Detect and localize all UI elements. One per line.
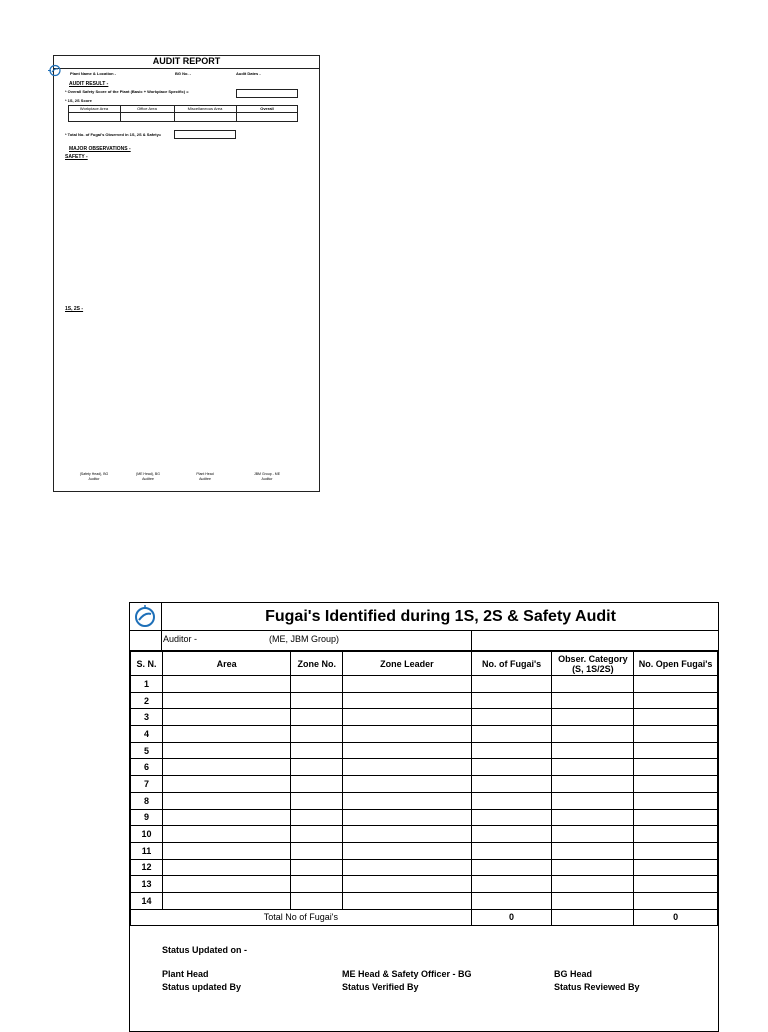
table-row xyxy=(131,692,718,709)
row-number: 4 xyxy=(131,726,163,743)
table-cell xyxy=(552,876,634,893)
table-row xyxy=(131,709,718,726)
table-cell xyxy=(634,876,718,893)
jbm-logo-icon xyxy=(130,603,160,629)
table-row xyxy=(131,809,718,826)
fugai-total-box xyxy=(174,130,236,139)
table-row xyxy=(131,842,718,859)
jbm-logo-icon xyxy=(48,64,62,77)
major-observations-heading: MAJOR OBSERVATIONS - xyxy=(69,146,131,152)
table-cell xyxy=(471,842,552,859)
table-cell xyxy=(162,859,290,876)
table-cell xyxy=(634,676,718,693)
col-header-open-fugai: No. Open Fugai's xyxy=(634,652,718,676)
table-cell xyxy=(471,859,552,876)
row-number: 11 xyxy=(131,842,163,859)
table-cell xyxy=(291,676,343,693)
fugai-total-label: * Total No. of Fugai's Observed in 1S, 2S & Safety= xyxy=(65,132,162,137)
auditor-row xyxy=(162,631,472,651)
plant-name-label: Plant Name & Location - xyxy=(70,71,117,76)
table-cell xyxy=(634,726,718,743)
table-cell xyxy=(634,692,718,709)
total-fugai-value: 0 xyxy=(471,909,552,925)
signoff-action: Status updated By xyxy=(162,982,242,992)
score-col-misc: Miscellaneous Area xyxy=(187,106,223,111)
table-cell xyxy=(291,709,343,726)
table-cell xyxy=(162,892,290,909)
row-number: 6 xyxy=(131,759,163,776)
table-cell xyxy=(291,742,343,759)
signature-role: (ME Head), BG xyxy=(136,472,160,476)
signature-block xyxy=(185,472,225,482)
table-row xyxy=(131,742,718,759)
auditor-row-right xyxy=(472,631,719,651)
table-row xyxy=(131,776,718,793)
total-label: Total No of Fugai's xyxy=(131,909,472,925)
table-cell xyxy=(291,892,343,909)
table-cell xyxy=(162,842,290,859)
audit-dates-label: Audit Dates - xyxy=(236,71,261,76)
score-col-workplace: Workplace Area xyxy=(79,106,109,111)
table-row xyxy=(131,876,718,893)
table-cell xyxy=(634,709,718,726)
table-cell xyxy=(471,809,552,826)
table-cell xyxy=(471,742,552,759)
table-row xyxy=(131,826,718,843)
auditor-group: (ME, JBM Group) xyxy=(269,634,340,644)
col-header-no-fugai: No. of Fugai's xyxy=(471,652,552,676)
table-cell xyxy=(552,776,634,793)
table-cell xyxy=(471,759,552,776)
col-header-zone-no: Zone No. xyxy=(291,652,343,676)
row-number: 1 xyxy=(131,676,163,693)
table-cell xyxy=(552,676,634,693)
table-cell xyxy=(343,809,472,826)
audit-report-page xyxy=(53,55,320,492)
col-header-category: Obser. Category (S, 1S/2S) xyxy=(552,652,634,676)
row-number: 3 xyxy=(131,709,163,726)
signoff-role: BG Head xyxy=(554,969,593,979)
page-title: Fugai's Identified during 1S, 2S & Safety Audit xyxy=(162,603,719,631)
table-cell xyxy=(471,826,552,843)
signoff-action: Status Verified By xyxy=(342,982,419,992)
table-cell xyxy=(343,842,472,859)
table-cell xyxy=(162,692,290,709)
table-cell xyxy=(291,809,343,826)
table-cell xyxy=(552,759,634,776)
table-cell xyxy=(634,792,718,809)
table-cell xyxy=(162,726,290,743)
bg-number-label: BG No. - xyxy=(175,71,191,76)
table-cell xyxy=(552,826,634,843)
table-cell xyxy=(291,826,343,843)
total-open-value: 0 xyxy=(634,909,718,925)
table-cell xyxy=(162,709,290,726)
table-row xyxy=(131,892,718,909)
auditor-label: Auditor - xyxy=(163,634,198,644)
table-cell xyxy=(552,842,634,859)
signature-title: Auditee xyxy=(199,477,211,481)
fugai-table xyxy=(130,651,718,926)
table-cell xyxy=(291,776,343,793)
table-cell xyxy=(162,809,290,826)
table-cell xyxy=(552,709,634,726)
table-cell xyxy=(471,892,552,909)
signoff-role: ME Head & Safety Officer - BG xyxy=(342,969,472,979)
table-cell xyxy=(343,742,472,759)
status-updated-on-label: Status Updated on - xyxy=(162,945,247,955)
table-cell xyxy=(471,676,552,693)
table-cell xyxy=(471,692,552,709)
table-cell xyxy=(552,726,634,743)
safety-label: SAFETY - xyxy=(65,154,88,160)
overall-score-label: * Overall Safety Score of the Plant (Basic + Workplace Specific) = xyxy=(65,89,189,94)
table-cell xyxy=(162,792,290,809)
table-cell xyxy=(471,726,552,743)
table-cell xyxy=(634,859,718,876)
table-row xyxy=(131,759,718,776)
table-cell xyxy=(552,892,634,909)
row-number: 5 xyxy=(131,742,163,759)
score-label: * 1S, 2S Score xyxy=(65,98,92,103)
table-row xyxy=(131,726,718,743)
row-number: 10 xyxy=(131,826,163,843)
s12-label: 1S, 2S - xyxy=(65,306,84,312)
total-category-cell xyxy=(552,909,634,925)
signoff-role: Plant Head xyxy=(162,969,209,979)
table-cell xyxy=(343,792,472,809)
table-row xyxy=(131,792,718,809)
table-cell xyxy=(291,859,343,876)
table-cell xyxy=(343,759,472,776)
table-cell xyxy=(162,742,290,759)
auditor-row-blank xyxy=(130,631,162,651)
table-cell xyxy=(291,792,343,809)
table-cell xyxy=(343,709,472,726)
table-cell xyxy=(552,809,634,826)
table-cell xyxy=(291,726,343,743)
table-cell xyxy=(162,759,290,776)
score-col-office: Office Area xyxy=(137,106,157,111)
signature-role: (Safety Head), BG xyxy=(79,472,109,476)
table-row xyxy=(131,676,718,693)
signature-block xyxy=(74,472,114,482)
table-row xyxy=(131,859,718,876)
score-col-overall: Overall xyxy=(260,106,274,111)
audit-report-title: AUDIT REPORT xyxy=(152,56,221,66)
table-cell xyxy=(343,876,472,893)
table-cell xyxy=(291,842,343,859)
row-number: 9 xyxy=(131,809,163,826)
signature-title: Auditee xyxy=(142,477,154,481)
table-cell xyxy=(634,809,718,826)
table-cell xyxy=(343,892,472,909)
table-cell xyxy=(343,676,472,693)
signature-block xyxy=(128,472,168,482)
row-number: 8 xyxy=(131,792,163,809)
table-header-row xyxy=(131,652,718,676)
total-row xyxy=(131,909,718,925)
signature-role: JBM Group - ME xyxy=(253,472,281,476)
table-cell xyxy=(343,692,472,709)
table-cell xyxy=(343,776,472,793)
table-cell xyxy=(552,792,634,809)
col-header-zone-leader: Zone Leader xyxy=(343,652,472,676)
logo-cell xyxy=(130,603,162,631)
table-cell xyxy=(634,826,718,843)
table-cell xyxy=(162,826,290,843)
table-cell xyxy=(634,742,718,759)
table-cell xyxy=(162,876,290,893)
table-cell xyxy=(634,759,718,776)
table-cell xyxy=(634,776,718,793)
table-cell xyxy=(291,876,343,893)
signature-title: Auditor xyxy=(261,477,273,481)
table-cell xyxy=(552,692,634,709)
table-cell xyxy=(343,826,472,843)
signature-block xyxy=(247,472,287,482)
table-cell xyxy=(471,792,552,809)
row-number: 12 xyxy=(131,859,163,876)
table-cell xyxy=(471,776,552,793)
row-number: 2 xyxy=(131,692,163,709)
col-header-sn: S. N. xyxy=(131,652,163,676)
signature-title: Auditor xyxy=(88,477,100,481)
col-header-area: Area xyxy=(162,652,290,676)
table-cell xyxy=(552,859,634,876)
table-cell xyxy=(343,859,472,876)
signature-role: Plant Head xyxy=(196,472,214,476)
table-cell xyxy=(552,742,634,759)
row-number: 14 xyxy=(131,892,163,909)
fugai-audit-page xyxy=(129,602,719,1032)
signoff-action: Status Reviewed By xyxy=(554,982,640,992)
table-cell xyxy=(471,876,552,893)
table-cell xyxy=(343,726,472,743)
table-cell xyxy=(291,692,343,709)
table-cell xyxy=(471,709,552,726)
table-cell xyxy=(162,776,290,793)
table-cell xyxy=(634,842,718,859)
row-number: 7 xyxy=(131,776,163,793)
audit-result-heading: AUDIT RESULT - xyxy=(69,81,109,87)
table-cell xyxy=(634,892,718,909)
row-number: 13 xyxy=(131,876,163,893)
table-cell xyxy=(291,759,343,776)
overall-score-box xyxy=(236,89,298,98)
table-cell xyxy=(162,676,290,693)
